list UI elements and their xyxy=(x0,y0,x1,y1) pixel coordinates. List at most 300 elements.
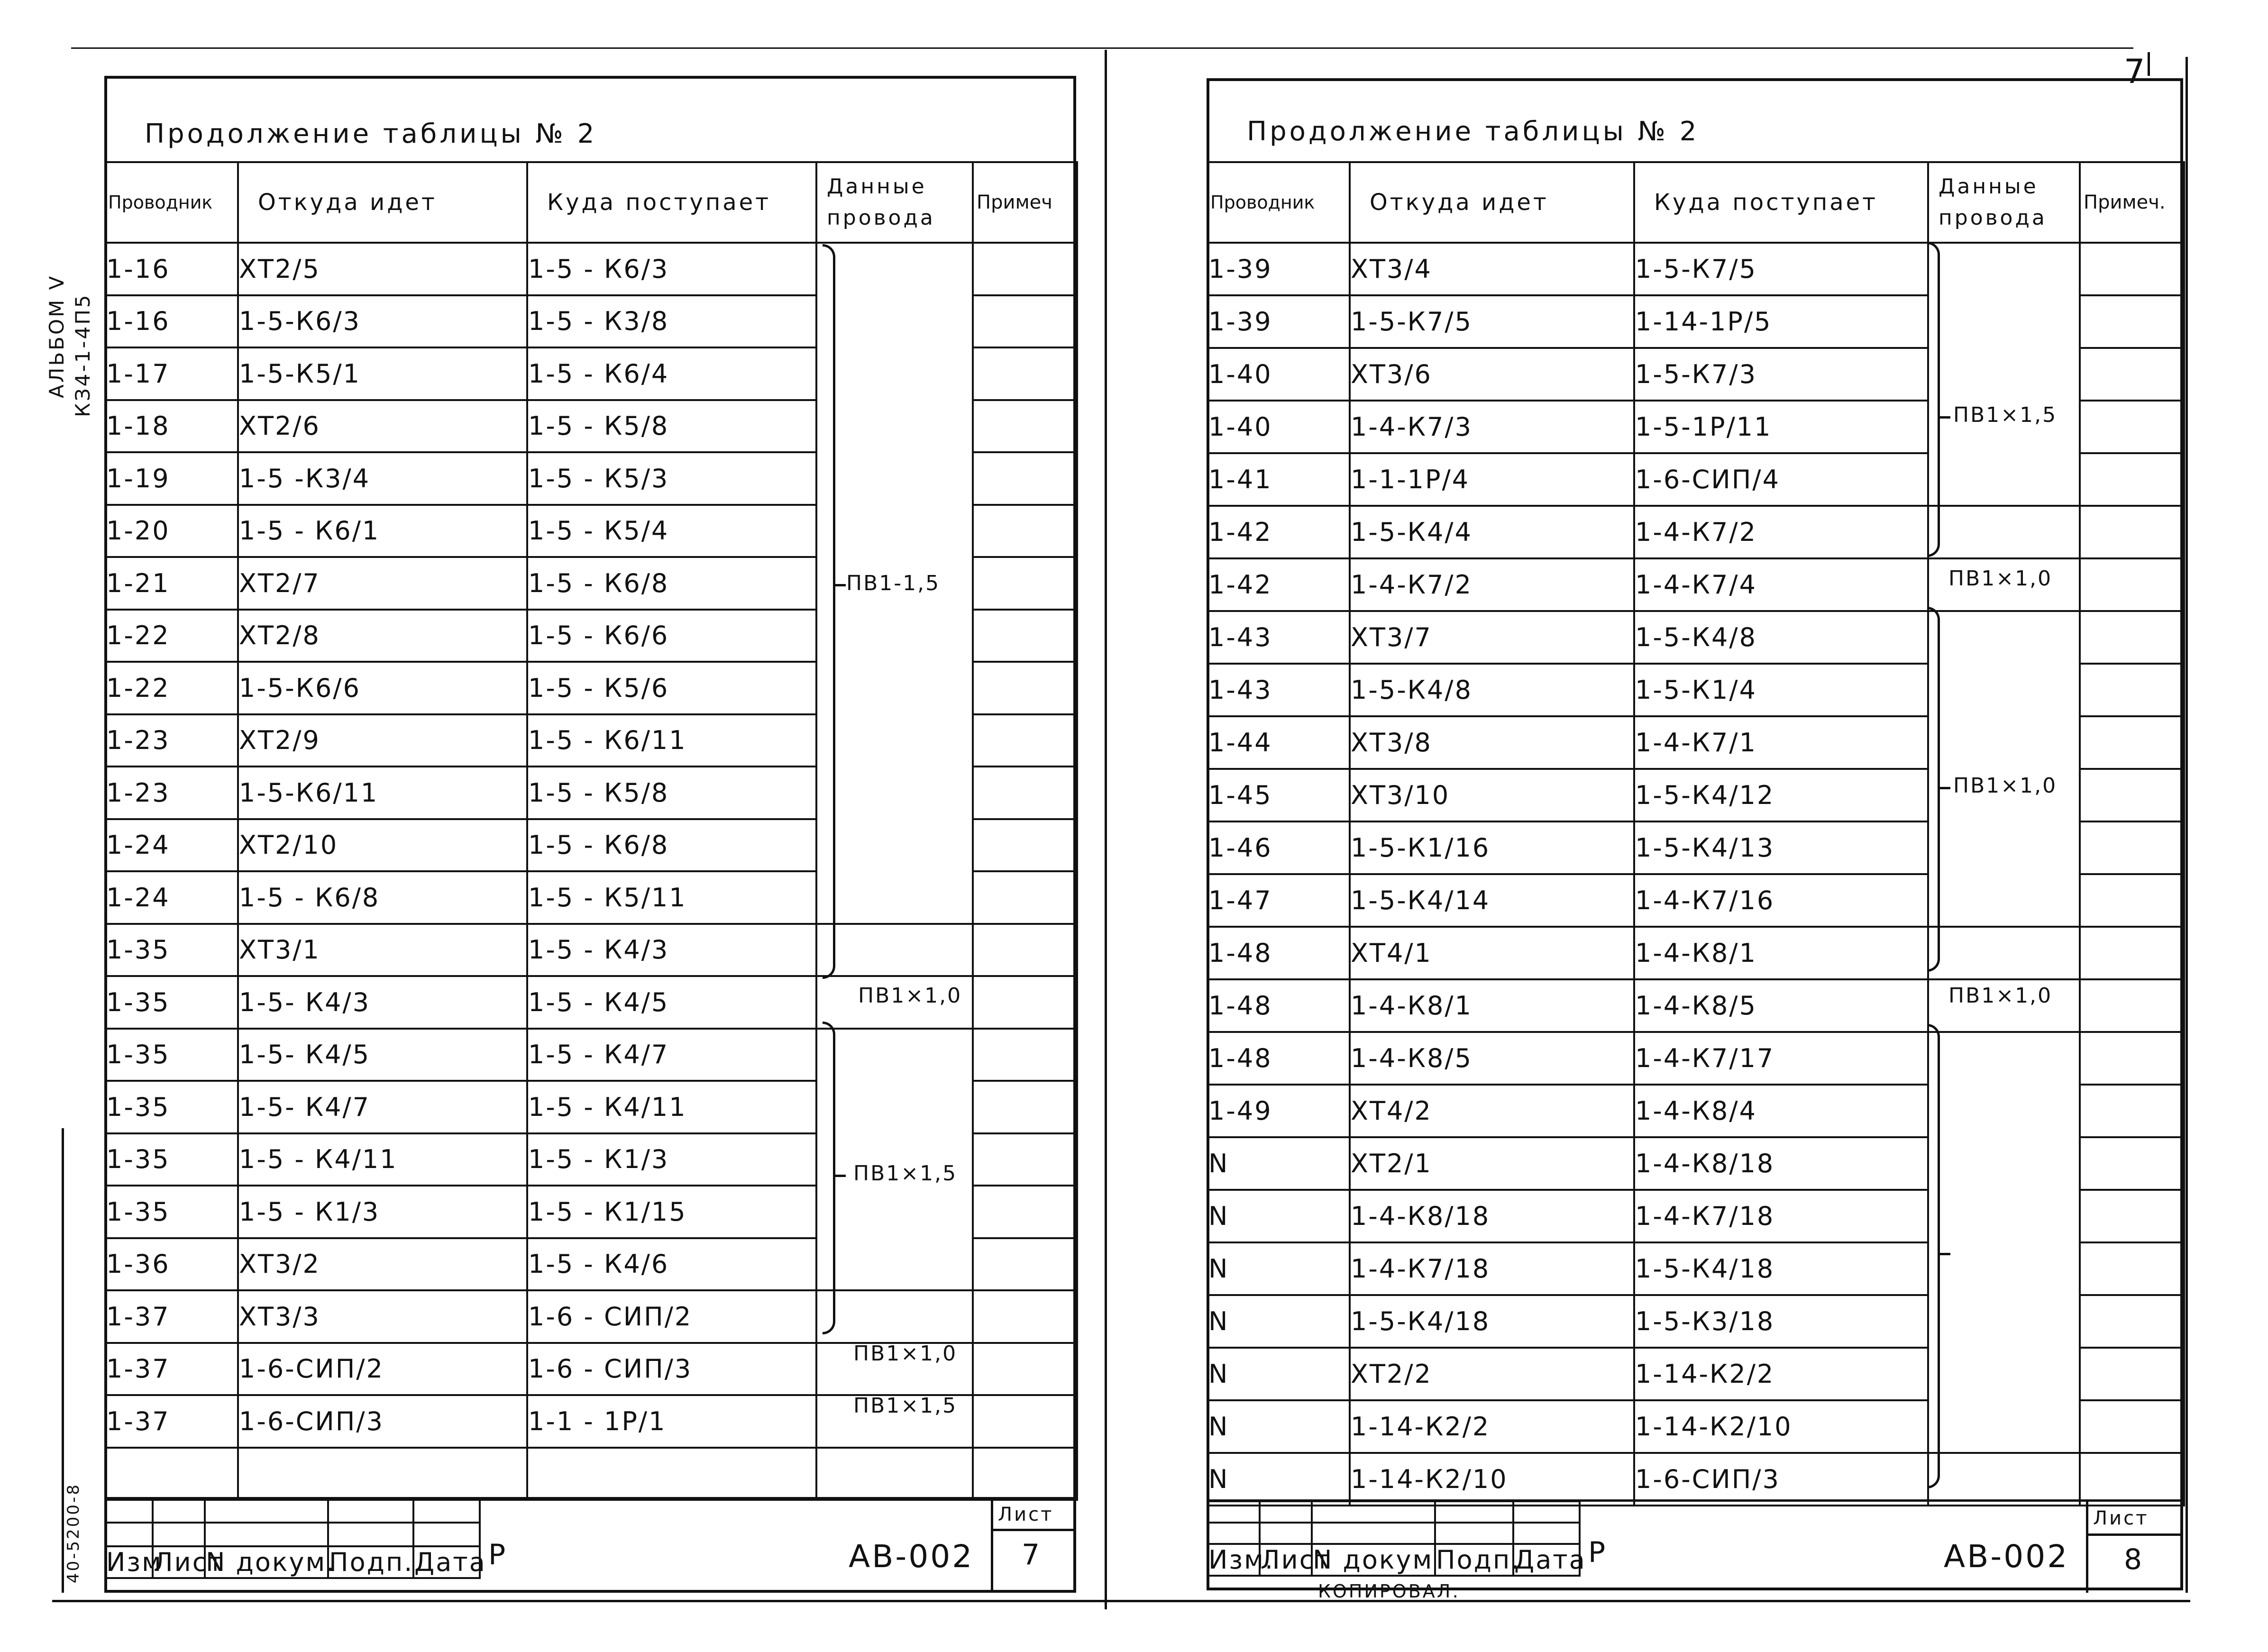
table-row xyxy=(105,295,1077,348)
table-row xyxy=(1207,664,2184,716)
conductor-cell: 1-24 xyxy=(105,871,238,924)
right-wire-group-1: ПВ1×1,5 xyxy=(1953,403,2058,427)
note-cell xyxy=(2080,664,2184,716)
conductor-cell: 1-21 xyxy=(105,557,238,610)
table-row xyxy=(105,347,1077,400)
left-wire-group-3: ПВ1×1,5 xyxy=(853,1161,958,1186)
right-sheet-label: Лист xyxy=(2093,1507,2149,1529)
left-sheet-box-line xyxy=(991,1529,1076,1531)
wire-data-cell xyxy=(1928,874,2080,927)
page-number: 7 xyxy=(2124,52,2145,91)
to-cell: 1-4-К8/5 xyxy=(1634,979,1928,1032)
conductor-cell: N xyxy=(1207,1400,1350,1453)
from-cell: ХТ3/6 xyxy=(1350,348,1634,401)
to-cell: 1-14-К2/10 xyxy=(1634,1400,1928,1453)
from-cell: 1-5-К5/1 xyxy=(238,347,527,400)
from-cell: 1-5-К4/14 xyxy=(1350,874,1634,927)
from-cell: 1-14-К2/10 xyxy=(1350,1453,1634,1506)
from-cell: 1-4-К8/5 xyxy=(1350,1032,1634,1085)
table-row xyxy=(1207,611,2184,664)
wire-data-cell xyxy=(816,1290,973,1343)
right-header-row xyxy=(1207,162,2184,243)
conductor-cell: 1-48 xyxy=(1207,979,1350,1032)
right-wiring-table xyxy=(1207,161,2185,1506)
conductor-cell: 1-41 xyxy=(1207,453,1350,506)
conductor-cell: 1-35 xyxy=(105,1133,238,1186)
header-note: Примеч. xyxy=(2080,162,2184,243)
table-row xyxy=(1207,821,2184,874)
note-cell xyxy=(973,295,1077,348)
note-cell xyxy=(973,347,1077,400)
table-row xyxy=(1207,1032,2184,1085)
note-cell xyxy=(2080,1190,2184,1242)
from-cell: ХТ3/1 xyxy=(238,924,527,977)
from-cell: ХТ2/6 xyxy=(238,400,527,453)
right-stamp-table xyxy=(1207,1500,1586,1577)
to-cell: 1-6 - СИП/3 xyxy=(527,1343,816,1396)
from-cell: 1-5 - К6/8 xyxy=(238,871,527,924)
wire-data-cell xyxy=(816,295,973,348)
left-drawing-code: АВ-002 xyxy=(849,1538,974,1575)
to-cell: 1-5 - К5/6 xyxy=(527,662,816,714)
conductor-cell: 1-24 xyxy=(105,819,238,872)
table-row xyxy=(105,243,1077,295)
right-wire-group-3: ПВ1×1,0 xyxy=(1953,774,2058,798)
from-cell: 1-4-К7/3 xyxy=(1350,401,1634,453)
stamp-label-change: Изм. xyxy=(1208,1545,1275,1575)
from-cell: ХТ3/3 xyxy=(238,1290,527,1343)
conductor-cell: 1-23 xyxy=(105,767,238,819)
from-cell: ХТ2/2 xyxy=(1350,1348,1634,1400)
from-cell: 1-5-К4/8 xyxy=(1350,664,1634,716)
note-cell xyxy=(2080,769,2184,821)
wire-data-cell xyxy=(1928,716,2080,769)
left-header-row xyxy=(105,162,1077,243)
header-wire-data: Данные провода xyxy=(816,162,973,243)
to-cell: 1-5-К1/4 xyxy=(1634,664,1928,716)
table-row xyxy=(105,924,1077,977)
table-row xyxy=(1207,1242,2184,1295)
stamp-label-change: Изм xyxy=(106,1547,163,1577)
wire-data-cell xyxy=(1928,1137,2080,1190)
stamp-label-sheet: Лист xyxy=(1261,1545,1331,1575)
note-cell xyxy=(2080,1032,2184,1085)
right-bracket-group-1 xyxy=(1927,242,1940,557)
side-stamp-line xyxy=(62,1128,64,1593)
from-cell: ХТ2/8 xyxy=(238,610,527,662)
note-cell xyxy=(2080,243,2184,295)
note-cell xyxy=(973,505,1077,557)
wire-data-cell xyxy=(816,1238,973,1291)
note-cell xyxy=(973,662,1077,714)
wire-data-cell xyxy=(816,452,973,505)
from-cell: 1-5-К6/6 xyxy=(238,662,527,714)
wire-data-cell xyxy=(1928,1400,2080,1453)
right-drawing-code: АВ-002 xyxy=(1944,1538,2069,1575)
wire-data-cell xyxy=(816,1448,973,1500)
note-cell xyxy=(2080,927,2184,979)
to-cell: 1-5-К4/13 xyxy=(1634,821,1928,874)
note-cell xyxy=(973,400,1077,453)
conductor-cell: 1-37 xyxy=(105,1343,238,1396)
note-cell xyxy=(973,452,1077,505)
to-cell: 1-5-К4/12 xyxy=(1634,769,1928,821)
table-row xyxy=(105,452,1077,505)
to-cell: 1-5 - К1/15 xyxy=(527,1186,816,1238)
stamp-label-sheet: Лист xyxy=(154,1547,224,1577)
wire-data-cell xyxy=(816,662,973,714)
right-stamp-letter: Р xyxy=(1588,1536,1606,1569)
right-bracket-tip-5 xyxy=(1939,1253,1950,1255)
from-cell: ХТ2/7 xyxy=(238,557,527,610)
conductor-cell: 1-43 xyxy=(1207,664,1350,716)
to-cell xyxy=(527,1448,816,1500)
to-cell: 1-5-1Р/11 xyxy=(1634,401,1928,453)
wire-data-cell xyxy=(816,714,973,767)
from-cell: 1-5 - К1/3 xyxy=(238,1186,527,1238)
conductor-cell: 1-22 xyxy=(105,662,238,714)
left-stamp-table xyxy=(104,1498,486,1579)
right-bracket-group-3 xyxy=(1927,607,1940,972)
wire-data-cell xyxy=(816,505,973,557)
to-cell: 1-5 - К4/7 xyxy=(527,1029,816,1081)
header-conductor: Проводник xyxy=(105,162,238,243)
to-cell: 1-5 - К1/3 xyxy=(527,1133,816,1186)
from-cell: 1-14-К2/2 xyxy=(1350,1400,1634,1453)
to-cell: 1-4-К7/18 xyxy=(1634,1190,1928,1242)
wire-data-cell xyxy=(816,819,973,872)
to-cell: 1-6-СИП/3 xyxy=(1634,1453,1928,1506)
table-row xyxy=(1207,348,2184,401)
note-cell xyxy=(2080,1348,2184,1400)
to-cell: 1-5 - К3/8 xyxy=(527,295,816,348)
to-cell: 1-5 - К4/11 xyxy=(527,1081,816,1133)
from-cell: 1-6-СИП/3 xyxy=(238,1395,527,1448)
to-cell: 1-5-К7/5 xyxy=(1634,243,1928,295)
to-cell: 1-5-К4/8 xyxy=(1634,611,1928,664)
from-cell: 1-5 - К4/11 xyxy=(238,1133,527,1186)
conductor-cell: 1-37 xyxy=(105,1395,238,1448)
table-row xyxy=(105,610,1077,662)
conductor-cell: 1-49 xyxy=(1207,1085,1350,1137)
note-cell xyxy=(973,1081,1077,1133)
left-sheet-number: 7 xyxy=(1022,1538,1040,1571)
top-border-line xyxy=(71,47,2133,49)
table-row xyxy=(105,1238,1077,1291)
table-row xyxy=(1207,453,2184,506)
note-cell xyxy=(2080,1242,2184,1295)
table-row xyxy=(1207,243,2184,295)
right-bracket-tip-3 xyxy=(1939,787,1950,789)
note-cell xyxy=(973,976,1077,1029)
to-cell: 1-5 - К5/8 xyxy=(527,400,816,453)
to-cell: 1-5 - К4/5 xyxy=(527,976,816,1029)
table-row xyxy=(105,1029,1077,1081)
right-bracket-tip-1 xyxy=(1939,416,1950,419)
to-cell: 1-6-СИП/4 xyxy=(1634,453,1928,506)
wire-data-cell xyxy=(1928,453,2080,506)
wire-data-cell xyxy=(1928,1295,2080,1348)
page-number-tick xyxy=(2148,52,2150,76)
note-cell xyxy=(2080,611,2184,664)
wire-data-cell xyxy=(1928,1190,2080,1242)
to-cell: 1-4-К7/4 xyxy=(1634,558,1928,611)
note-cell xyxy=(973,1186,1077,1238)
from-cell: ХТ2/1 xyxy=(1350,1137,1634,1190)
table-row xyxy=(1207,927,2184,979)
left-bracket-tip-1 xyxy=(834,584,846,586)
table-row xyxy=(105,1448,1077,1500)
wire-data-cell xyxy=(1928,1453,2080,1506)
conductor-cell: 1-45 xyxy=(1207,769,1350,821)
table-row xyxy=(1207,1400,2184,1453)
to-cell: 1-4-К8/18 xyxy=(1634,1137,1928,1190)
note-cell xyxy=(2080,979,2184,1032)
conductor-cell: 1-17 xyxy=(105,347,238,400)
left-stamp-letter: Р xyxy=(488,1538,506,1571)
left-bracket-tip-3 xyxy=(834,1175,846,1177)
stamp-label-date: Дата xyxy=(1514,1545,1586,1575)
note-cell xyxy=(2080,453,2184,506)
center-fold-line xyxy=(1105,50,1107,1609)
conductor-cell: 1-18 xyxy=(105,400,238,453)
from-cell: 1-5-К7/5 xyxy=(1350,295,1634,348)
table-row xyxy=(105,662,1077,714)
wire-data-cell xyxy=(816,1081,973,1133)
note-cell xyxy=(2080,1137,2184,1190)
wire-data-cell xyxy=(1928,927,2080,979)
wire-data-cell xyxy=(816,871,973,924)
from-cell: ХТ3/8 xyxy=(1350,716,1634,769)
from-cell: 1-1-1Р/4 xyxy=(1350,453,1634,506)
to-cell: 1-4-К7/16 xyxy=(1634,874,1928,927)
from-cell: ХТ3/2 xyxy=(238,1238,527,1291)
right-sheet-box-divider xyxy=(2086,1500,2088,1593)
conductor-cell: 1-22 xyxy=(105,610,238,662)
note-cell xyxy=(2080,1085,2184,1137)
conductor-cell: 1-23 xyxy=(105,714,238,767)
from-cell: ХТ4/1 xyxy=(1350,927,1634,979)
stamp-label-doc: N докум xyxy=(1312,1544,1435,1576)
note-cell xyxy=(2080,1400,2184,1453)
conductor-cell: 1-48 xyxy=(1207,1032,1350,1085)
note-cell xyxy=(2080,295,2184,348)
note-cell xyxy=(2080,348,2184,401)
note-cell xyxy=(973,557,1077,610)
conductor-cell: 1-43 xyxy=(1207,611,1350,664)
header-to: Куда поступает xyxy=(527,162,816,243)
right-wire-group-2: ПВ1×1,0 xyxy=(1948,566,2053,591)
conductor-cell: 1-39 xyxy=(1207,295,1350,348)
wire-data-cell xyxy=(1928,664,2080,716)
conductor-cell: 1-47 xyxy=(1207,874,1350,927)
conductor-cell: 1-40 xyxy=(1207,401,1350,453)
stamp-label-doc: N докум. xyxy=(206,1547,336,1577)
conductor-cell: 1-37 xyxy=(105,1290,238,1343)
conductor-cell xyxy=(105,1448,238,1500)
to-cell: 1-5 - К6/8 xyxy=(527,819,816,872)
right-sheet-title: Продолжение таблицы № 2 xyxy=(1247,116,1700,147)
from-cell: 1-5-К4/4 xyxy=(1350,506,1634,558)
left-stamp-top-line xyxy=(104,1497,1076,1499)
table-row xyxy=(105,819,1077,872)
to-cell: 1-14-К2/2 xyxy=(1634,1348,1928,1400)
from-cell: ХТ2/10 xyxy=(238,819,527,872)
table-row xyxy=(1207,716,2184,769)
to-cell: 1-5-К7/3 xyxy=(1634,348,1928,401)
bottom-border-line xyxy=(52,1600,2190,1602)
conductor-cell: N xyxy=(1207,1453,1350,1506)
note-cell xyxy=(973,1238,1077,1291)
conductor-cell: N xyxy=(1207,1190,1350,1242)
wire-data-cell xyxy=(816,1029,973,1081)
conductor-cell: 1-40 xyxy=(1207,348,1350,401)
from-cell: ХТ2/9 xyxy=(238,714,527,767)
table-row xyxy=(1207,1137,2184,1190)
right-outer-border xyxy=(2186,57,2188,1593)
table-row xyxy=(105,714,1077,767)
to-cell: 1-5 - К4/3 xyxy=(527,924,816,977)
conductor-cell: 1-35 xyxy=(105,1186,238,1238)
note-cell xyxy=(973,1290,1077,1343)
note-cell xyxy=(973,1133,1077,1186)
to-cell: 1-4-К7/17 xyxy=(1634,1032,1928,1085)
conductor-cell: 1-35 xyxy=(105,976,238,1029)
conductor-cell: 1-19 xyxy=(105,452,238,505)
from-cell: 1-4-К7/18 xyxy=(1350,1242,1634,1295)
to-cell: 1-4-К8/4 xyxy=(1634,1085,1928,1137)
conductor-cell: 1-35 xyxy=(105,924,238,977)
to-cell: 1-5 - К6/11 xyxy=(527,714,816,767)
from-cell: 1-5- К4/3 xyxy=(238,976,527,1029)
wire-data-cell xyxy=(1928,243,2080,295)
from-cell: 1-5- К4/5 xyxy=(238,1029,527,1081)
note-cell xyxy=(973,871,1077,924)
conductor-cell: N xyxy=(1207,1348,1350,1400)
right-wire-group-4: ПВ1×1,0 xyxy=(1948,984,2053,1008)
wire-data-cell xyxy=(816,924,973,977)
note-cell xyxy=(973,1395,1077,1448)
header-from: Откуда идет xyxy=(1350,162,1634,243)
wire-data-cell xyxy=(1928,1032,2080,1085)
from-cell: 1-4-К8/18 xyxy=(1350,1190,1634,1242)
left-bracket-group-3 xyxy=(823,1022,835,1334)
table-row xyxy=(1207,1085,2184,1137)
note-cell xyxy=(2080,874,2184,927)
table-row xyxy=(1207,295,2184,348)
conductor-cell: 1-42 xyxy=(1207,558,1350,611)
note-cell xyxy=(2080,1295,2184,1348)
left-wire-group-5: ПВ1×1,5 xyxy=(853,1394,958,1418)
from-cell: ХТ2/5 xyxy=(238,243,527,295)
wire-data-cell xyxy=(1928,348,2080,401)
note-cell xyxy=(973,714,1077,767)
right-bracket-group-5 xyxy=(1927,1024,1940,1488)
table-row xyxy=(1207,1453,2184,1506)
conductor-cell: 1-44 xyxy=(1207,716,1350,769)
to-cell: 1-1 - 1Р/1 xyxy=(527,1395,816,1448)
wire-data-cell xyxy=(816,767,973,819)
conductor-cell: N xyxy=(1207,1295,1350,1348)
side-code-label: КЗ4-1-4П5 xyxy=(71,293,94,417)
to-cell: 1-4-К7/1 xyxy=(1634,716,1928,769)
wire-data-cell xyxy=(1928,821,2080,874)
left-wire-group-1: ПВ1-1,5 xyxy=(846,571,941,595)
to-cell: 1-5 - К5/4 xyxy=(527,505,816,557)
table-row xyxy=(105,400,1077,453)
conductor-cell: 1-42 xyxy=(1207,506,1350,558)
to-cell: 1-5 - К5/11 xyxy=(527,871,816,924)
table-row xyxy=(105,505,1077,557)
right-sheet-number: 8 xyxy=(2124,1543,2142,1576)
left-wiring-table xyxy=(104,161,1078,1501)
stamp-label-sign: Подп. xyxy=(1436,1545,1521,1575)
to-cell: 1-5-К3/18 xyxy=(1634,1295,1928,1348)
header-from: Откуда идет xyxy=(238,162,527,243)
right-stamp-top-line xyxy=(1207,1499,2183,1502)
conductor-cell: 1-36 xyxy=(105,1238,238,1291)
wire-data-cell xyxy=(1928,295,2080,348)
wire-data-cell xyxy=(816,347,973,400)
from-cell: 1-5-К6/3 xyxy=(238,295,527,348)
wire-data-cell xyxy=(1928,1242,2080,1295)
from-cell: ХТ3/10 xyxy=(1350,769,1634,821)
conductor-cell: 1-35 xyxy=(105,1029,238,1081)
conductor-cell: 1-48 xyxy=(1207,927,1350,979)
from-cell: 1-4-К7/2 xyxy=(1350,558,1634,611)
side-album-label: АЛЬБОМ V xyxy=(45,274,68,398)
wire-data-cell xyxy=(816,610,973,662)
conductor-cell: 1-39 xyxy=(1207,243,1350,295)
from-cell: 1-5-К1/16 xyxy=(1350,821,1634,874)
wire-data-cell xyxy=(1928,506,2080,558)
wire-data-cell xyxy=(1928,1348,2080,1400)
note-cell xyxy=(2080,558,2184,611)
left-sheet-label: Лист xyxy=(998,1504,1054,1525)
note-cell xyxy=(973,819,1077,872)
header-note: Примеч xyxy=(973,162,1077,243)
to-cell: 1-5-К4/18 xyxy=(1634,1242,1928,1295)
to-cell: 1-4-К8/1 xyxy=(1634,927,1928,979)
from-cell: ХТ4/2 xyxy=(1350,1085,1634,1137)
to-cell: 1-5 - К4/6 xyxy=(527,1238,816,1291)
conductor-cell: 1-35 xyxy=(105,1081,238,1133)
note-cell xyxy=(973,1029,1077,1081)
note-cell xyxy=(2080,506,2184,558)
stamp-label-sign: Подп. xyxy=(329,1547,414,1577)
table-row xyxy=(1207,874,2184,927)
table-row xyxy=(1207,1190,2184,1242)
table-row xyxy=(105,1290,1077,1343)
conductor-cell: 1-16 xyxy=(105,243,238,295)
wire-data-cell xyxy=(1928,1085,2080,1137)
note-cell xyxy=(973,767,1077,819)
right-sheet-box-line xyxy=(2086,1533,2183,1536)
to-cell: 1-6 - СИП/2 xyxy=(527,1290,816,1343)
left-bracket-group-1 xyxy=(823,244,835,979)
note-cell xyxy=(973,610,1077,662)
from-cell: ХТ3/4 xyxy=(1350,243,1634,295)
side-inv-label: 40-5200-8 xyxy=(64,1483,83,1583)
from-cell: 1-4-К8/1 xyxy=(1350,979,1634,1032)
note-cell xyxy=(973,1343,1077,1396)
to-cell: 1-4-К7/2 xyxy=(1634,506,1928,558)
from-cell: ХТ3/7 xyxy=(1350,611,1634,664)
note-cell xyxy=(973,1448,1077,1500)
table-row xyxy=(1207,1348,2184,1400)
to-cell: 1-5 - К5/8 xyxy=(527,767,816,819)
header-conductor: Проводник xyxy=(1207,162,1350,243)
